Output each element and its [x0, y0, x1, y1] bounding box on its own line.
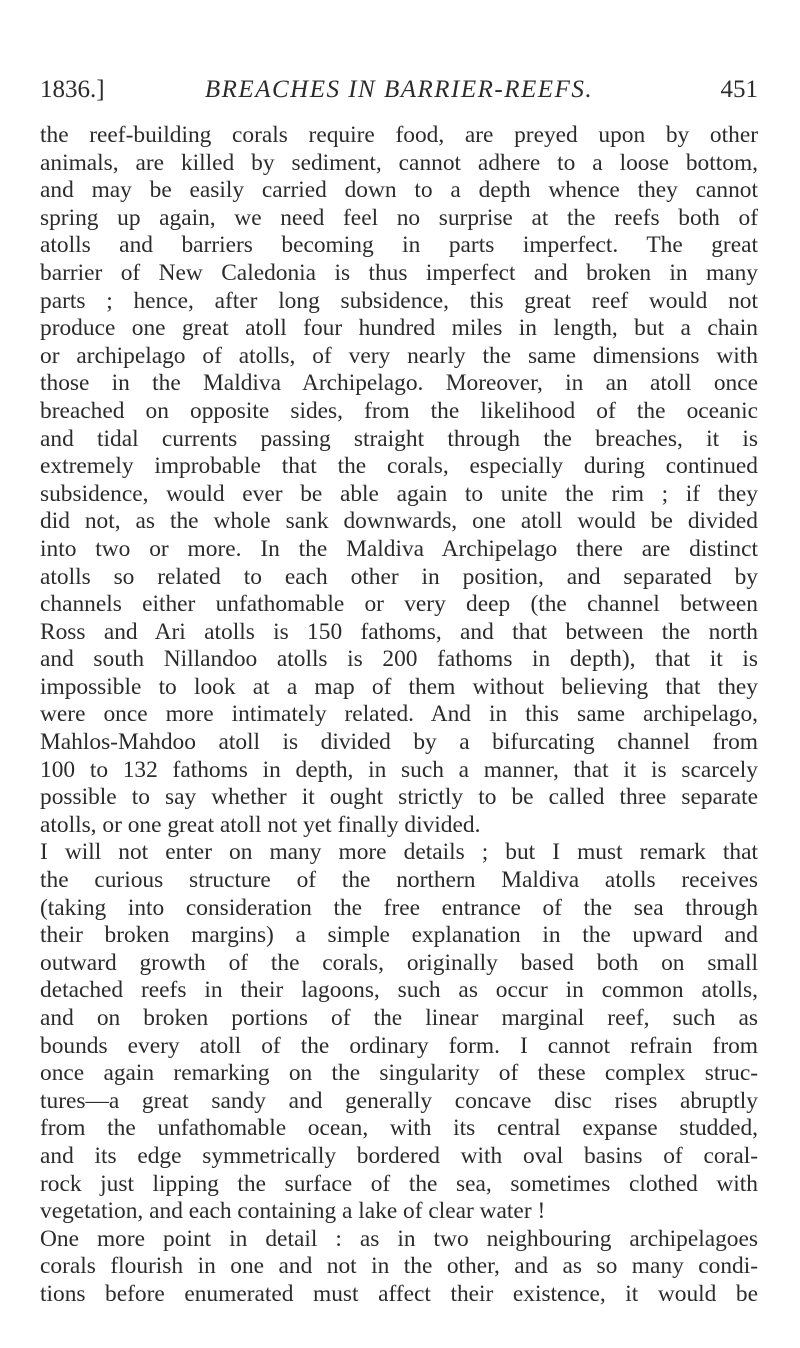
- text-line: breached on opposite sides, from the likelihood of the oceanic: [40, 397, 758, 424]
- text-line: into two or more. In the Maldiva Archipelago there are distinct: [40, 535, 758, 562]
- text-line: their broken margins) a simple explanation in the upward and: [40, 922, 758, 949]
- text-line: the reef-building corals require food, are preyed upon by other: [40, 122, 758, 148]
- text-line: subsidence, would ever be able again to unite the rim ; if they: [40, 480, 758, 507]
- text-line: and south Nillandoo atolls is 200 fathoms in depth), that it is: [40, 646, 758, 673]
- text-line: or archipelago of atolls, of very nearly the same dimensions with: [40, 342, 758, 369]
- text-line: channels either unfathomable or very deep (the channel between: [40, 591, 758, 618]
- running-head-year: 1836.]: [40, 76, 105, 103]
- text-line: the curious structure of the northern Maldiva atolls receives: [40, 867, 758, 894]
- text-line: once again remarking on the singularity of these complex struc-: [40, 1060, 758, 1087]
- text-line: atolls, or one great atoll not yet finally divided.: [40, 811, 481, 838]
- text-line: tures—a great sandy and generally concave disc rises abruptly: [40, 1087, 758, 1114]
- text-line: Mahlos-Mahdoo atoll is divided by a bifurcating channel from: [40, 729, 758, 756]
- text-line: those in the Maldiva Archipelago. Moreover, in an atoll once: [40, 370, 758, 397]
- text-line: 100 to 132 fathoms in depth, in such a manner, that it is scarcely: [40, 756, 758, 783]
- text-line: animals, are killed by sediment, cannot adhere to a loose bottom,: [40, 149, 758, 176]
- text-line: I will not enter on many more details ; but I must remark that: [40, 839, 758, 866]
- text-line: parts ; hence, after long subsidence, this great reef would not: [40, 287, 758, 314]
- text-line: atolls so related to each other in position, and separated by: [40, 563, 758, 590]
- running-head: [40, 72, 758, 108]
- body-text: [40, 122, 758, 1309]
- text-line: impossible to look at a map of them without believing that they: [40, 673, 758, 700]
- text-line: detached reefs in their lagoons, such as occur in common atolls,: [40, 977, 758, 1004]
- text-line: One more point in detail : as in two neighbouring archipelagoes: [40, 1225, 758, 1252]
- text-line: outward growth of the corals, originally based both on small: [40, 949, 758, 976]
- text-line: spring up again, we need feel no surprise at the reefs both of: [40, 204, 758, 231]
- text-line: and on broken portions of the linear marginal reef, such as: [40, 1005, 758, 1031]
- text-line: rock just lipping the surface of the sea, sometimes clothed with: [40, 1170, 758, 1197]
- text-line: and its edge symmetrically bordered with oval basins of coral-: [40, 1142, 758, 1169]
- text-line: bounds every atoll of the ordinary form. I cannot refrain from: [40, 1032, 758, 1059]
- running-head-title: BREACHES IN BARRIER-REEFS.: [204, 76, 594, 103]
- text-line: barrier of New Caledonia is thus imperfect and broken in many: [40, 259, 758, 286]
- text-line: extremely improbable that the corals, especially during continued: [40, 453, 758, 480]
- text-line: vegetation, and each containing a lake of clear water !: [40, 1198, 546, 1225]
- text-line: produce one great atoll four hundred miles in length, but a chain: [40, 315, 758, 342]
- text-line: and may be easily carried down to a depth whence they cannot: [40, 177, 758, 204]
- text-line: were once more intimately related. And in this same archipelago,: [40, 701, 758, 728]
- text-line: Ross and Ari atolls is 150 fathoms, and that between the north: [40, 618, 758, 645]
- text-line: tions before enumerated must affect their existence, it would be: [40, 1280, 758, 1307]
- text-line: (taking into consideration the free entrance of the sea through: [40, 894, 758, 921]
- text-line: did not, as the whole sank downwards, one atoll would be divided: [40, 508, 758, 535]
- text-line: and tidal currents passing straight through the breaches, it is: [40, 425, 758, 452]
- text-line: atolls and barriers becoming in parts imperfect. The great: [40, 232, 758, 259]
- text-line: from the unfathomable ocean, with its central expanse studded,: [40, 1115, 758, 1142]
- text-line: corals flourish in one and not in the other, and as so many condi-: [40, 1253, 758, 1280]
- page-number: 451: [720, 76, 758, 103]
- text-line: possible to say whether it ought strictly to be called three separate: [40, 784, 758, 811]
